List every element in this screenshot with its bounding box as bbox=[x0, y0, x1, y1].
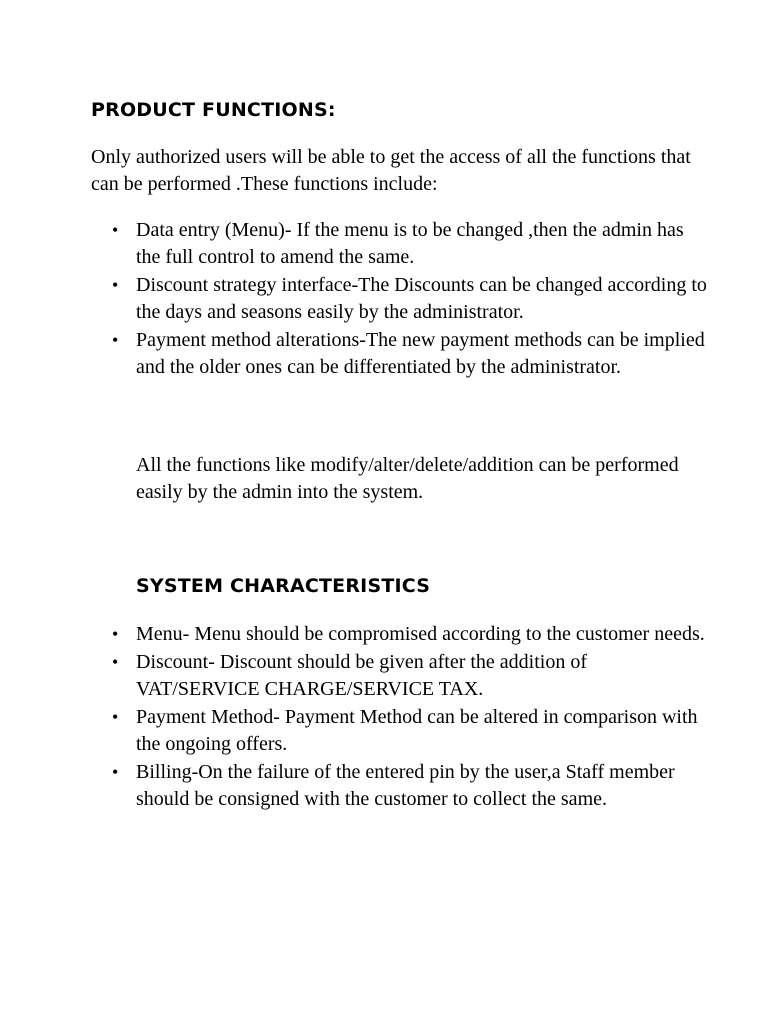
list-item bbox=[110, 217, 710, 271]
list-item bbox=[110, 621, 710, 648]
list-item-text: Payment method alterations-The new payment methods can be implied and the older ones can be differentiated by the administrator. bbox=[136, 329, 705, 378]
list-item-text: Payment Method- Payment Method can be altered in comparison with the ongoing offers. bbox=[136, 706, 698, 755]
system-characteristics-list bbox=[110, 621, 710, 814]
bullet-icon: • bbox=[112, 652, 119, 672]
bullet-icon: • bbox=[112, 624, 119, 644]
list-item-text: Discount strategy interface-The Discounts can be changed according to the days and seasons easily by the administrator. bbox=[136, 274, 707, 323]
product-functions-closing: All the functions like modify/alter/delete/addition can be performed easily by the admin into the system. bbox=[136, 454, 679, 503]
product-functions-intro: Only authorized users will be able to get the access of all the functions that can be performed .These functions include: bbox=[91, 146, 691, 195]
bullet-icon: • bbox=[112, 707, 119, 727]
list-item bbox=[110, 272, 710, 326]
product-functions-heading: PRODUCT FUNCTIONS: bbox=[91, 99, 336, 121]
list-item bbox=[110, 759, 710, 813]
list-item bbox=[110, 649, 710, 703]
bullet-icon: • bbox=[112, 275, 119, 295]
system-characteristics-heading: SYSTEM CHARACTERISTICS bbox=[136, 575, 431, 597]
bullet-icon: • bbox=[112, 330, 119, 350]
list-item-text: Billing-On the failure of the entered pin by the user,a Staff member should be consigned with the customer to collect the same. bbox=[136, 761, 675, 810]
bullet-icon: • bbox=[112, 762, 119, 782]
list-item-text: Menu- Menu should be compromised according to the customer needs. bbox=[136, 623, 705, 645]
list-item-text: Data entry (Menu)- If the menu is to be changed ,then the admin has the full control to amend the same. bbox=[136, 219, 684, 268]
list-item bbox=[110, 704, 710, 758]
product-functions-list bbox=[110, 217, 710, 382]
list-item-text: Discount- Discount should be given after the addition of VAT/SERVICE CHARGE/SERVICE TAX. bbox=[136, 651, 588, 700]
bullet-icon: • bbox=[112, 220, 119, 240]
list-item bbox=[110, 327, 710, 381]
